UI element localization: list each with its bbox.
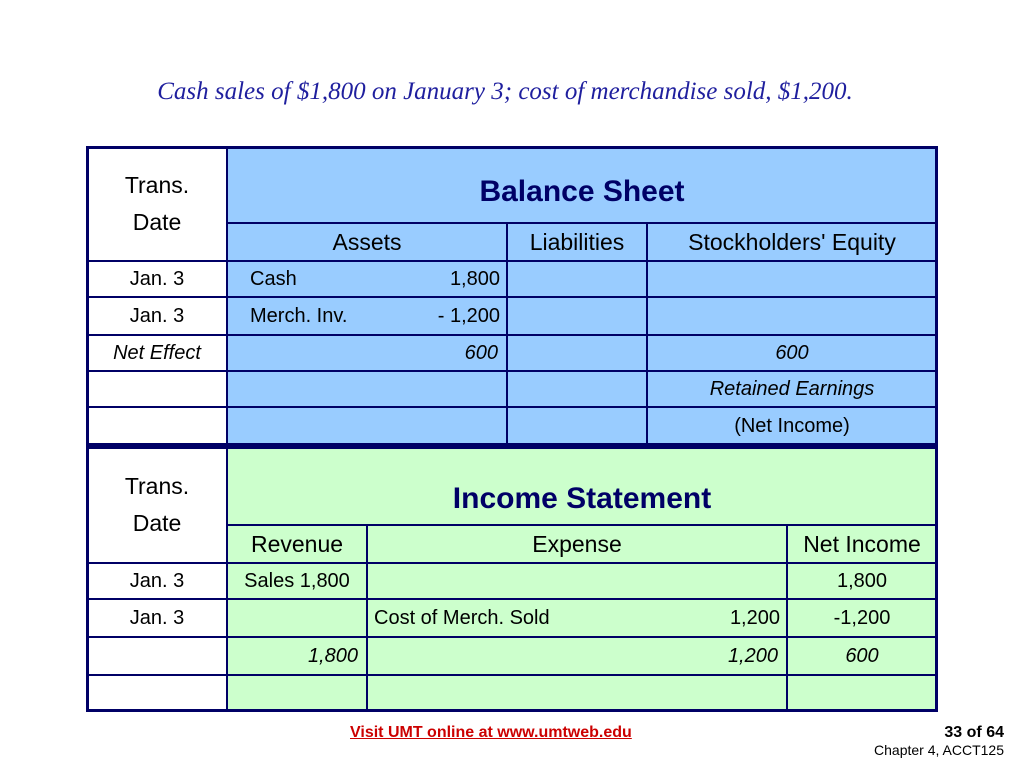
bs-row-1-asset-label: Cash xyxy=(250,267,297,290)
bs-trans-date-header xyxy=(86,146,228,262)
is-row-2-expense-label: Cost of Merch. Sold xyxy=(374,606,550,629)
is-row-2-date: Jan. 3 xyxy=(86,598,228,638)
balance-sheet-table xyxy=(86,146,938,446)
is-row-1-net-income: 1,800 xyxy=(786,562,938,600)
bs-row-2-assets xyxy=(226,296,508,336)
is-trans-label: Trans. xyxy=(124,473,190,499)
balance-sheet-title: Balance Sheet xyxy=(226,146,938,224)
is-row-2-revenue xyxy=(226,598,368,638)
is-row-2-net-income: -1,200 xyxy=(786,598,938,638)
bs-row-2-date: Jan. 3 xyxy=(86,296,228,336)
bs-row-1-equity xyxy=(646,260,938,298)
bs-net-effect-assets: 600 xyxy=(226,334,508,372)
bs-net-income-note: (Net Income) xyxy=(646,406,938,446)
bs-row-1-date: Jan. 3 xyxy=(86,260,228,298)
bs-row-6-assets xyxy=(226,406,508,446)
bs-row-1-assets xyxy=(226,260,508,298)
bs-row-5-assets xyxy=(226,370,508,408)
is-totals-date xyxy=(86,636,228,676)
is-total-net-income: 600 xyxy=(786,636,938,676)
revenue-header: Revenue xyxy=(226,524,368,564)
umt-website-link[interactable]: Visit UMT online at www.umtweb.edu xyxy=(350,724,632,741)
bs-row-5-date xyxy=(86,370,228,408)
chapter-label: Chapter 4, ACCT125 xyxy=(874,742,1004,758)
is-row-5-revenue xyxy=(226,674,368,712)
slide-heading: Cash sales of $1,800 on January 3; cost of merchandise sold, $1,200. xyxy=(157,78,853,105)
bs-net-effect-equity: 600 xyxy=(646,334,938,372)
bs-row-5-liabilities xyxy=(506,370,648,408)
bs-row-2-asset-value: - 1,200 xyxy=(437,304,500,327)
bs-row-2-equity xyxy=(646,296,938,336)
bs-row-6-liabilities xyxy=(506,406,648,446)
income-statement-title: Income Statement xyxy=(226,446,938,526)
liabilities-header: Liabilities xyxy=(506,222,648,262)
is-row-5-expense xyxy=(366,674,788,712)
bs-retained-earnings: Retained Earnings xyxy=(646,370,938,408)
is-row-2-expense xyxy=(366,598,788,638)
is-date-label: Date xyxy=(132,510,182,536)
bs-row-1-liabilities xyxy=(506,260,648,298)
is-row-1-expense xyxy=(366,562,788,600)
is-row-2-expense-value: 1,200 xyxy=(729,606,780,629)
bs-net-effect-label: Net Effect xyxy=(86,334,228,372)
net-income-header: Net Income xyxy=(786,524,938,564)
bs-date-label: Date xyxy=(132,209,182,235)
bs-net-effect-liabilities xyxy=(506,334,648,372)
bs-row-2-liabilities xyxy=(506,296,648,336)
bs-row-6-date xyxy=(86,406,228,446)
is-row-1-date: Jan. 3 xyxy=(86,562,228,600)
is-total-expense: 1,200 xyxy=(366,636,788,676)
equity-header: Stockholders' Equity xyxy=(646,222,938,262)
bs-row-2-asset-label: Merch. Inv. xyxy=(250,304,348,327)
is-trans-date-header xyxy=(86,446,228,564)
is-row-5-net-income xyxy=(786,674,938,712)
is-row-5-date xyxy=(86,674,228,712)
expense-header: Expense xyxy=(366,524,788,564)
is-row-1-revenue: Sales 1,800 xyxy=(226,562,368,600)
income-statement-table xyxy=(86,446,938,712)
bs-row-1-asset-value: 1,800 xyxy=(449,267,500,290)
bs-trans-label: Trans. xyxy=(124,172,190,198)
assets-header: Assets xyxy=(226,222,508,262)
is-total-revenue: 1,800 xyxy=(226,636,368,676)
page-number: 33 of 64 xyxy=(944,724,1004,741)
